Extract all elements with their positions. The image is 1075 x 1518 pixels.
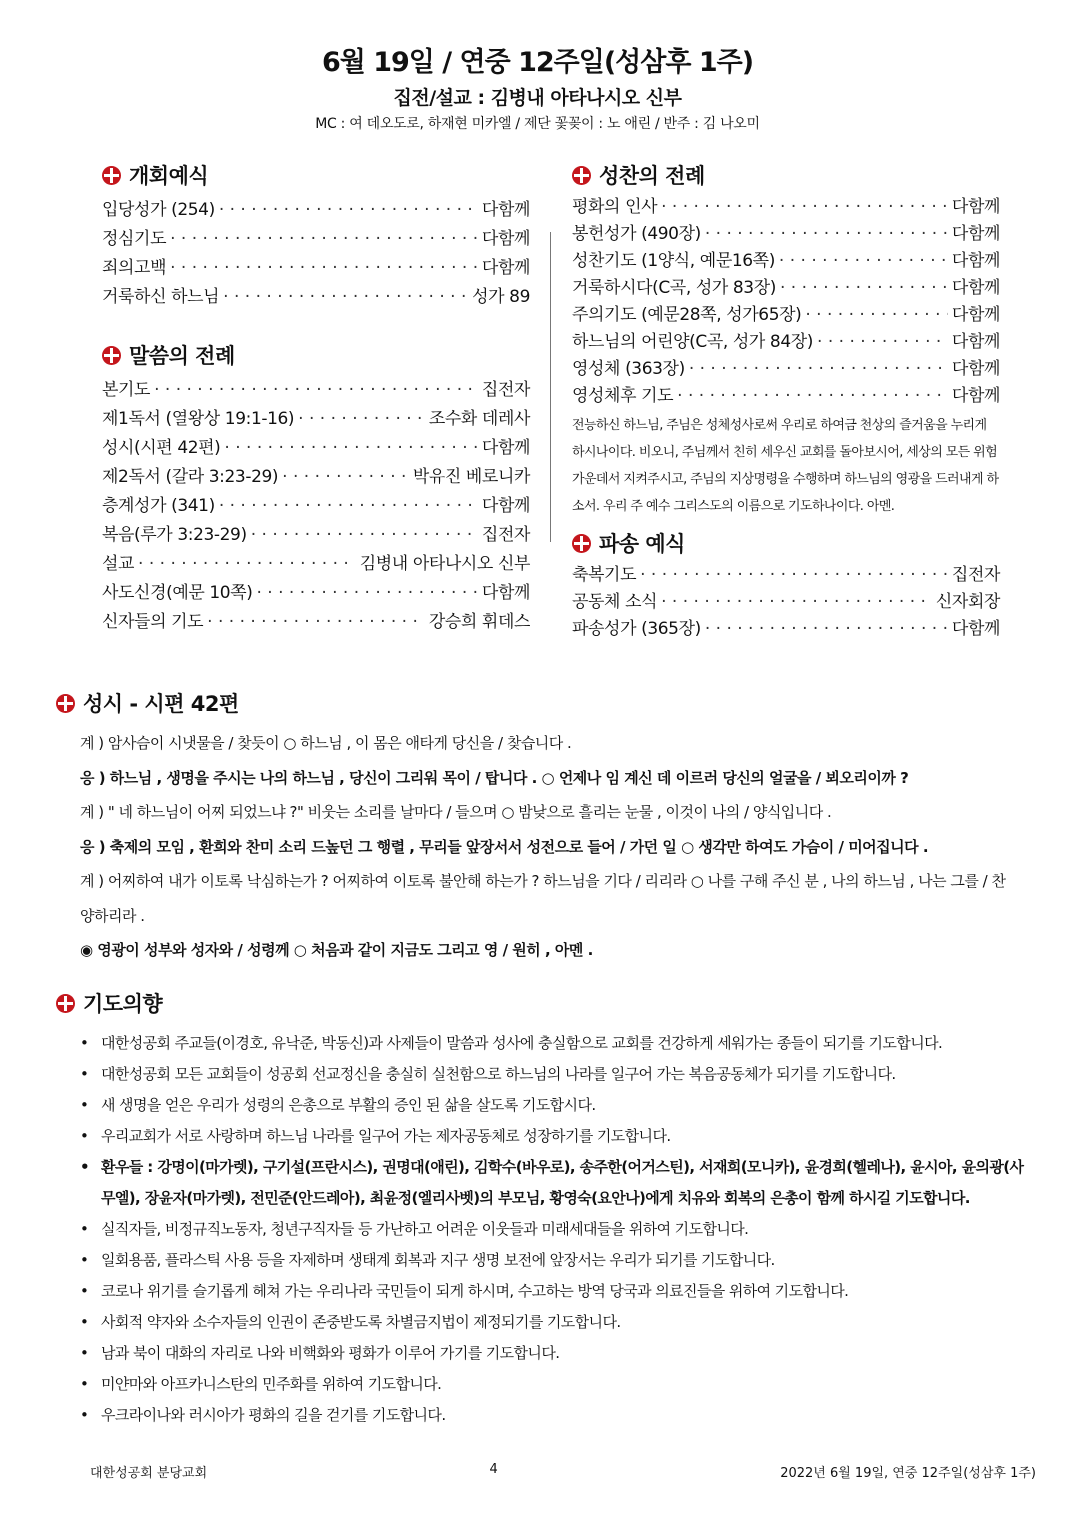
column-divider: [550, 232, 551, 542]
page-footer: [90, 1462, 1036, 1481]
psalm-line: 계 ) " 네 하느님이 어찌 되었느냐 ?" 비웃는 소리를 날마다 / 들으며 ○ 밤낮으로 흘리는 눈물 , 이것이 나의 / 양식입니다 .: [80, 803, 832, 821]
order-item: 제1독서 (열왕상 19:1-16) · · · 조수화 데레사: [102, 405, 530, 434]
order-item: 설교 · · · 김병내 아타나시오 신부: [102, 550, 530, 579]
psalm-heading-label: 성시 - 시편 42편: [83, 692, 239, 716]
order-item: 거룩하시다(C곡, 성가 83장) · · · 다함께: [572, 275, 1000, 302]
intentions-section: [56, 986, 1026, 1431]
bulletin-header: [0, 44, 1075, 135]
dismissal-heading-label: 파송 예식: [599, 532, 685, 556]
list-item: • 대한성공회 모든 교회들이 성공회 선교정신을 충실히 실천함으로 하느님의 나라를 일구어 가는 복음공동체가 되기를 기도합니다.: [80, 1059, 1026, 1090]
word-heading-label: 말씀의 전례: [129, 344, 235, 368]
order-item: 정심기도 · · · 다함께: [102, 225, 530, 254]
list-item: • 우리교회가 서로 사랑하며 하느님 나라를 일구어 가는 제자공동체로 성장하기를 기도합니다.: [80, 1121, 1026, 1152]
cross-icon: [102, 166, 121, 185]
order-item: 거룩하신 하느님 · · · 성가 89: [102, 283, 530, 312]
psalm-line: 응 ) 축제의 모임 , 환희와 찬미 소리 드높던 그 행렬 , 무리들 앞장서서 성전으로 들어 / 가던 일 ○ 생각만 하여도 가슴이 / 미어집니다 .: [80, 837, 929, 856]
psalm-text: [80, 726, 1016, 968]
order-item: 층계성가 (341) · · · 다함께: [102, 492, 530, 521]
page-number: 4: [489, 1462, 498, 1477]
footer-date: 2022년 6월 19일, 연중 12주일(성삼후 1주): [780, 1466, 1036, 1481]
intentions-list: [80, 1028, 1026, 1431]
order-item: 파송성가 (365장) · · · 다함께: [572, 616, 1000, 643]
order-item: 죄의고백 · · · 다함께: [102, 254, 530, 283]
order-item: 신자들의 기도 · · · 강승희 휘데스: [102, 608, 530, 637]
order-item: 영성체 (363장) · · · 다함께: [572, 356, 1000, 383]
opening-heading-label: 개회예식: [129, 164, 209, 188]
word-heading: [102, 338, 530, 372]
opening-heading: [102, 158, 530, 192]
cross-icon: [56, 994, 75, 1013]
cross-icon: [56, 694, 75, 713]
list-item: • 코로나 위기를 슬기롭게 헤쳐 가는 우리나라 국민들이 되게 하시며, 수고하는 방역 당국과 의료진들을 위하여 기도합니다.: [80, 1276, 1026, 1307]
cross-icon: [572, 534, 591, 553]
order-item: 제2독서 (갈라 3:23-29) · · · 박유진 베로니카: [102, 463, 530, 492]
order-item: 영성체후 기도 · · · 다함께: [572, 383, 1000, 410]
footer-church: 대한성공회 분당교회: [90, 1466, 208, 1481]
list-item: • 환우들 : 강명이(마가렛), 구기설(프란시스), 권명대(애린), 김학수(바우로), 송주한(어거스틴), 서재희(모니카), 윤경희(헬레나), 윤시아, 윤의광(사무엘), 장윤자(마가렛), 전민준(안드레아), 최윤정(엘리사벳)의 부모님, 황영숙(요안나)에게 치유와 회복의 은총이 함께 하시길 기도합니다.: [80, 1152, 1026, 1214]
psalm-line: ◉ 영광이 성부와 성자와 / 성령께 ○ 처음과 같이 지금도 그리고 영 / 원히 , 아멘 .: [80, 941, 593, 959]
dismissal-heading: [572, 526, 1000, 560]
order-item: 봉헌성가 (490장) · · · 다함께: [572, 221, 1000, 248]
psalm-line: 계 ) 암사슴이 시냇물을 / 찾듯이 ○ 하느님 , 이 몸은 애타게 당신을 / 찾습니다 .: [80, 734, 572, 752]
list-item: • 새 생명을 얻은 우리가 성령의 은총으로 부활의 증인 된 삶을 살도록 기도합시다.: [80, 1090, 1026, 1121]
order-item: 입당성가 (254) · · · 다함께: [102, 196, 530, 225]
celebrant-line: 집전/설교 : 김병내 아타나시오 신부: [393, 87, 682, 109]
list-item: • 미얀마와 아프카니스탄의 민주화를 위하여 기도합니다.: [80, 1369, 1026, 1400]
eucharist-list: [572, 194, 1000, 410]
order-item: 공동체 소식 · · · 신자회장: [572, 589, 1000, 616]
order-item: 사도신경(예문 10쪽) · · · 다함께: [102, 579, 530, 608]
order-item: 평화의 인사 · · · 다함께: [572, 194, 1000, 221]
cross-icon: [102, 346, 121, 365]
order-item: 복음(루가 3:23-29) · · · 집전자: [102, 521, 530, 550]
list-item: • 사회적 약자와 소수자들의 인권이 존중받도록 차별금지법이 제정되기를 기도합니다.: [80, 1307, 1026, 1338]
psalm-line: 응 ) 하느님 , 생명을 주시는 나의 하느님 , 당신이 그리워 목이 / 탑니다 . ○ 언제나 임 계신 데 이르러 당신의 얼굴을 / 뵈오리이까 ?: [80, 768, 909, 787]
page-title: 6월 19일 / 연중 12주일(성삼후 1주): [321, 47, 754, 78]
order-item: 성시(시편 42편) · · · 다함께: [102, 434, 530, 463]
order-item: 축복기도 · · · 집전자: [572, 562, 1000, 589]
order-item: 본기도 · · · 집전자: [102, 376, 530, 405]
cross-icon: [572, 166, 591, 185]
list-item: • 우크라이나와 러시아가 평화의 길을 걷기를 기도합니다.: [80, 1400, 1026, 1431]
list-item: • 실직자들, 비정규직노동자, 청년구직자들 등 가난하고 어려운 이웃들과 미래세대들을 위하여 기도합니다.: [80, 1214, 1026, 1245]
list-item: • 일회용품, 플라스틱 사용 등을 자제하며 생태계 회복과 지구 생명 보전에 앞장서는 우리가 되기를 기도합니다.: [80, 1245, 1026, 1276]
order-item: 주의기도 (예문28쪽, 성가65장) · · · 다함께: [572, 302, 1000, 329]
intentions-heading-label: 기도의향: [83, 992, 163, 1016]
psalm-section: [56, 686, 1016, 968]
word-list: [102, 376, 530, 637]
left-column: [102, 158, 530, 637]
mc-line: MC : 여 데오도로, 하재현 미카엘 / 제단 꽃꽂이 : 노 애린 / 반주 : 김 나오미: [315, 116, 760, 132]
order-item: 하느님의 어린양(C곡, 성가 84장) · · · 다함께: [572, 329, 1000, 356]
order-item: 성찬기도 (1양식, 예문16쪽) · · · 다함께: [572, 248, 1000, 275]
psalm-heading: [56, 686, 1016, 720]
opening-list: [102, 196, 530, 312]
psalm-line: 계 ) 어찌하여 내가 이토록 낙심하는가 ? 어찌하여 이토록 불안해 하는가 ? 하느님을 기다 / 리리라 ○ 나를 구해 주신 분 , 나의 하느님 , 나는 그를 / 찬양하리라 .: [80, 872, 1006, 925]
right-column: [572, 158, 1000, 643]
eucharist-heading-label: 성찬의 전례: [599, 164, 705, 188]
list-item: • 대한성공회 주교들(이경호, 유낙준, 박동신)과 사제들이 말씀과 성사에 충실함으로 교회를 건강하게 세워가는 종들이 되기를 기도합니다.: [80, 1028, 1026, 1059]
eucharist-heading: [572, 158, 1000, 192]
post-communion-prayer: 전능하신 하느님, 주님은 성체성사로써 우리로 하여금 천상의 즐거움을 누리게 하시나이다. 비오니, 주님께서 친히 세우신 교회를 돌아보시어, 세상의 모든 위험 가운데서 지켜주시고, 주님의 지상명령을 수행하며 하느님의 영광을 드러내게 하소서. 우리 주 예수 그리스도의 이름으로 기도하나이다. 아멘.: [572, 418, 999, 514]
list-item: • 남과 북이 대화의 자리로 나와 비핵화와 평화가 이루어 가기를 기도합니다.: [80, 1338, 1026, 1369]
dismissal-list: [572, 562, 1000, 643]
intentions-heading: [56, 986, 1026, 1020]
